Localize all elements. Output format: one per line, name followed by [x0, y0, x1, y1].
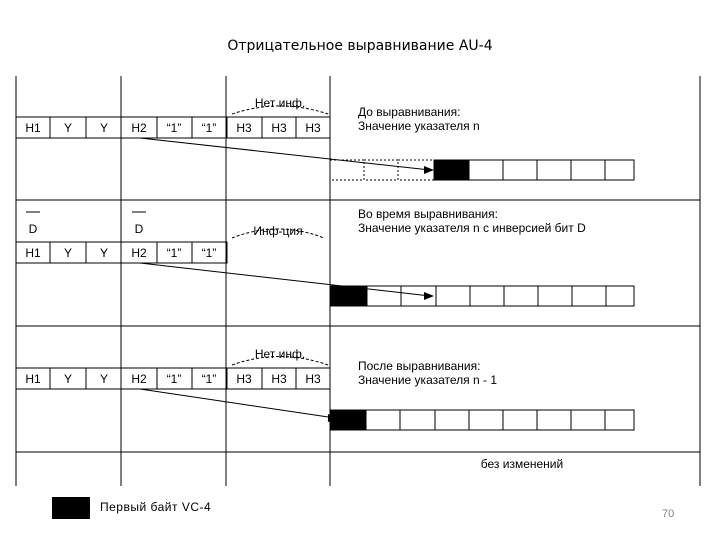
byte-strip-3 [330, 410, 634, 430]
cell-h2: H2 [131, 246, 147, 260]
cell-h2: H2 [131, 121, 147, 135]
legend-swatch [52, 497, 90, 519]
bracket-label: Инф-ция [253, 224, 303, 238]
overline-d: D [28, 222, 38, 236]
cell-one: “1” [166, 121, 182, 135]
cell-h3: H3 [236, 121, 252, 135]
bracket-label: Нет инф. [254, 347, 306, 361]
first-byte-cell [330, 286, 367, 306]
unchanged-note: без изменений [480, 457, 564, 471]
heading-line-1: До выравнивания: [358, 105, 461, 119]
heading-line-2: Значение указателя n - 1 [358, 373, 497, 387]
cell-h3: H3 [236, 372, 252, 386]
cell-h3: H3 [271, 372, 287, 386]
byte-strip-1 [330, 160, 634, 180]
heading-line-1: Во время выравнивания: [358, 207, 498, 221]
header-row-2 [16, 207, 586, 263]
heading-line-2: Значение указателя n [358, 119, 480, 133]
cell-h1: H1 [25, 372, 41, 386]
pointer-arrow-3 [140, 389, 338, 422]
cell-y: Y [63, 372, 73, 386]
legend-label: Первый байт VC-4 [100, 500, 212, 514]
cell-y: Y [63, 121, 73, 135]
cell-h1: H1 [25, 246, 41, 260]
byte-strip-2 [330, 286, 634, 306]
header-row-3 [16, 347, 497, 389]
cell-y: Y [99, 372, 109, 386]
header-row-1 [16, 96, 480, 138]
cell-h2: H2 [131, 372, 147, 386]
first-byte-cell [330, 410, 366, 430]
page-title: Отрицательное выравнивание AU-4 [227, 38, 493, 54]
cell-one: “1” [201, 246, 217, 260]
cell-h1: H1 [25, 121, 41, 135]
first-byte-cell [434, 160, 469, 180]
pointer-arrow-1 [140, 138, 434, 174]
cell-one: “1” [166, 246, 182, 260]
page-number: 70 [662, 508, 675, 520]
cell-h3: H3 [305, 372, 321, 386]
cell-one: “1” [201, 372, 217, 386]
cell-one: “1” [166, 372, 182, 386]
bracket-label: Нет инф. [254, 96, 306, 110]
cell-h3: H3 [271, 121, 287, 135]
overline-d: D [134, 222, 144, 236]
heading-line-1: После выравнивания: [358, 359, 481, 373]
cell-h3: H3 [305, 121, 321, 135]
cell-y: Y [99, 121, 109, 135]
cell-y: Y [63, 246, 73, 260]
pointer-arrow-2 [140, 263, 434, 300]
cell-one: “1” [201, 121, 217, 135]
heading-line-2: Значение указателя n с инверсией бит D [358, 221, 586, 235]
cell-y: Y [99, 246, 109, 260]
